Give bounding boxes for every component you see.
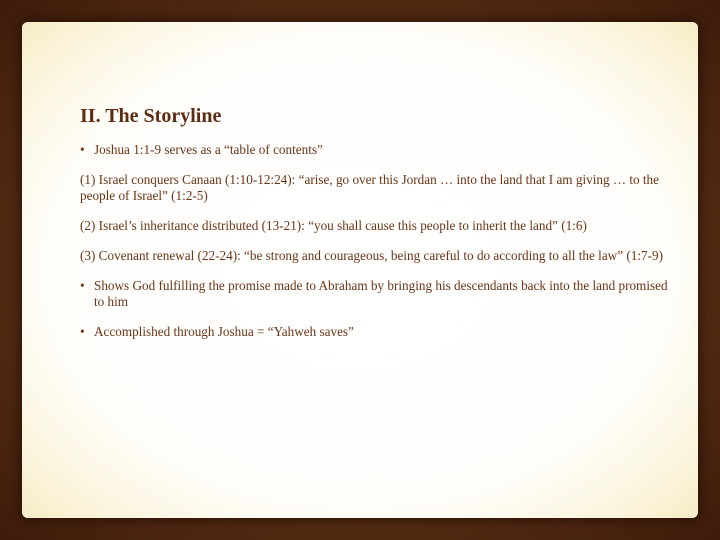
bullet-text: Accomplished through Joshua = “Yahweh saves”	[94, 324, 354, 339]
paragraph-text: (3) Covenant renewal (22-24): “be strong and courageous, being careful to do according to all the law” (1:7-9)	[80, 248, 663, 263]
paragraph-inheritance	[80, 218, 670, 234]
bullet-icon: •	[80, 278, 85, 293]
paragraph-text: (1) Israel conquers Canaan (1:10-12:24): “arise, go over this Jordan … into the land that I am giving … to the people of Israel” (1:2-5)	[80, 172, 660, 203]
bullet-item-promise-fulfilled	[80, 278, 670, 310]
bullet-text: Joshua 1:1-9 serves as a “table of contents”	[94, 142, 323, 157]
bullet-item-yahweh-saves	[80, 324, 670, 340]
paragraph-conquest	[80, 172, 670, 204]
slide-frame	[22, 22, 698, 518]
bullet-icon: •	[80, 142, 85, 157]
paragraph-covenant-renewal	[80, 248, 670, 264]
slide-content	[80, 104, 670, 354]
paragraph-text: (2) Israel’s inheritance distributed (13-21): “you shall cause this people to inherit the land” (1:6)	[80, 218, 587, 233]
bullet-item-table-of-contents	[80, 142, 670, 158]
bullet-text: Shows God fulfilling the promise made to Abraham by bringing his descendants back into the land promised to him	[94, 278, 668, 309]
bullet-icon: •	[80, 324, 85, 339]
slide-title: II. The Storyline	[80, 105, 222, 127]
